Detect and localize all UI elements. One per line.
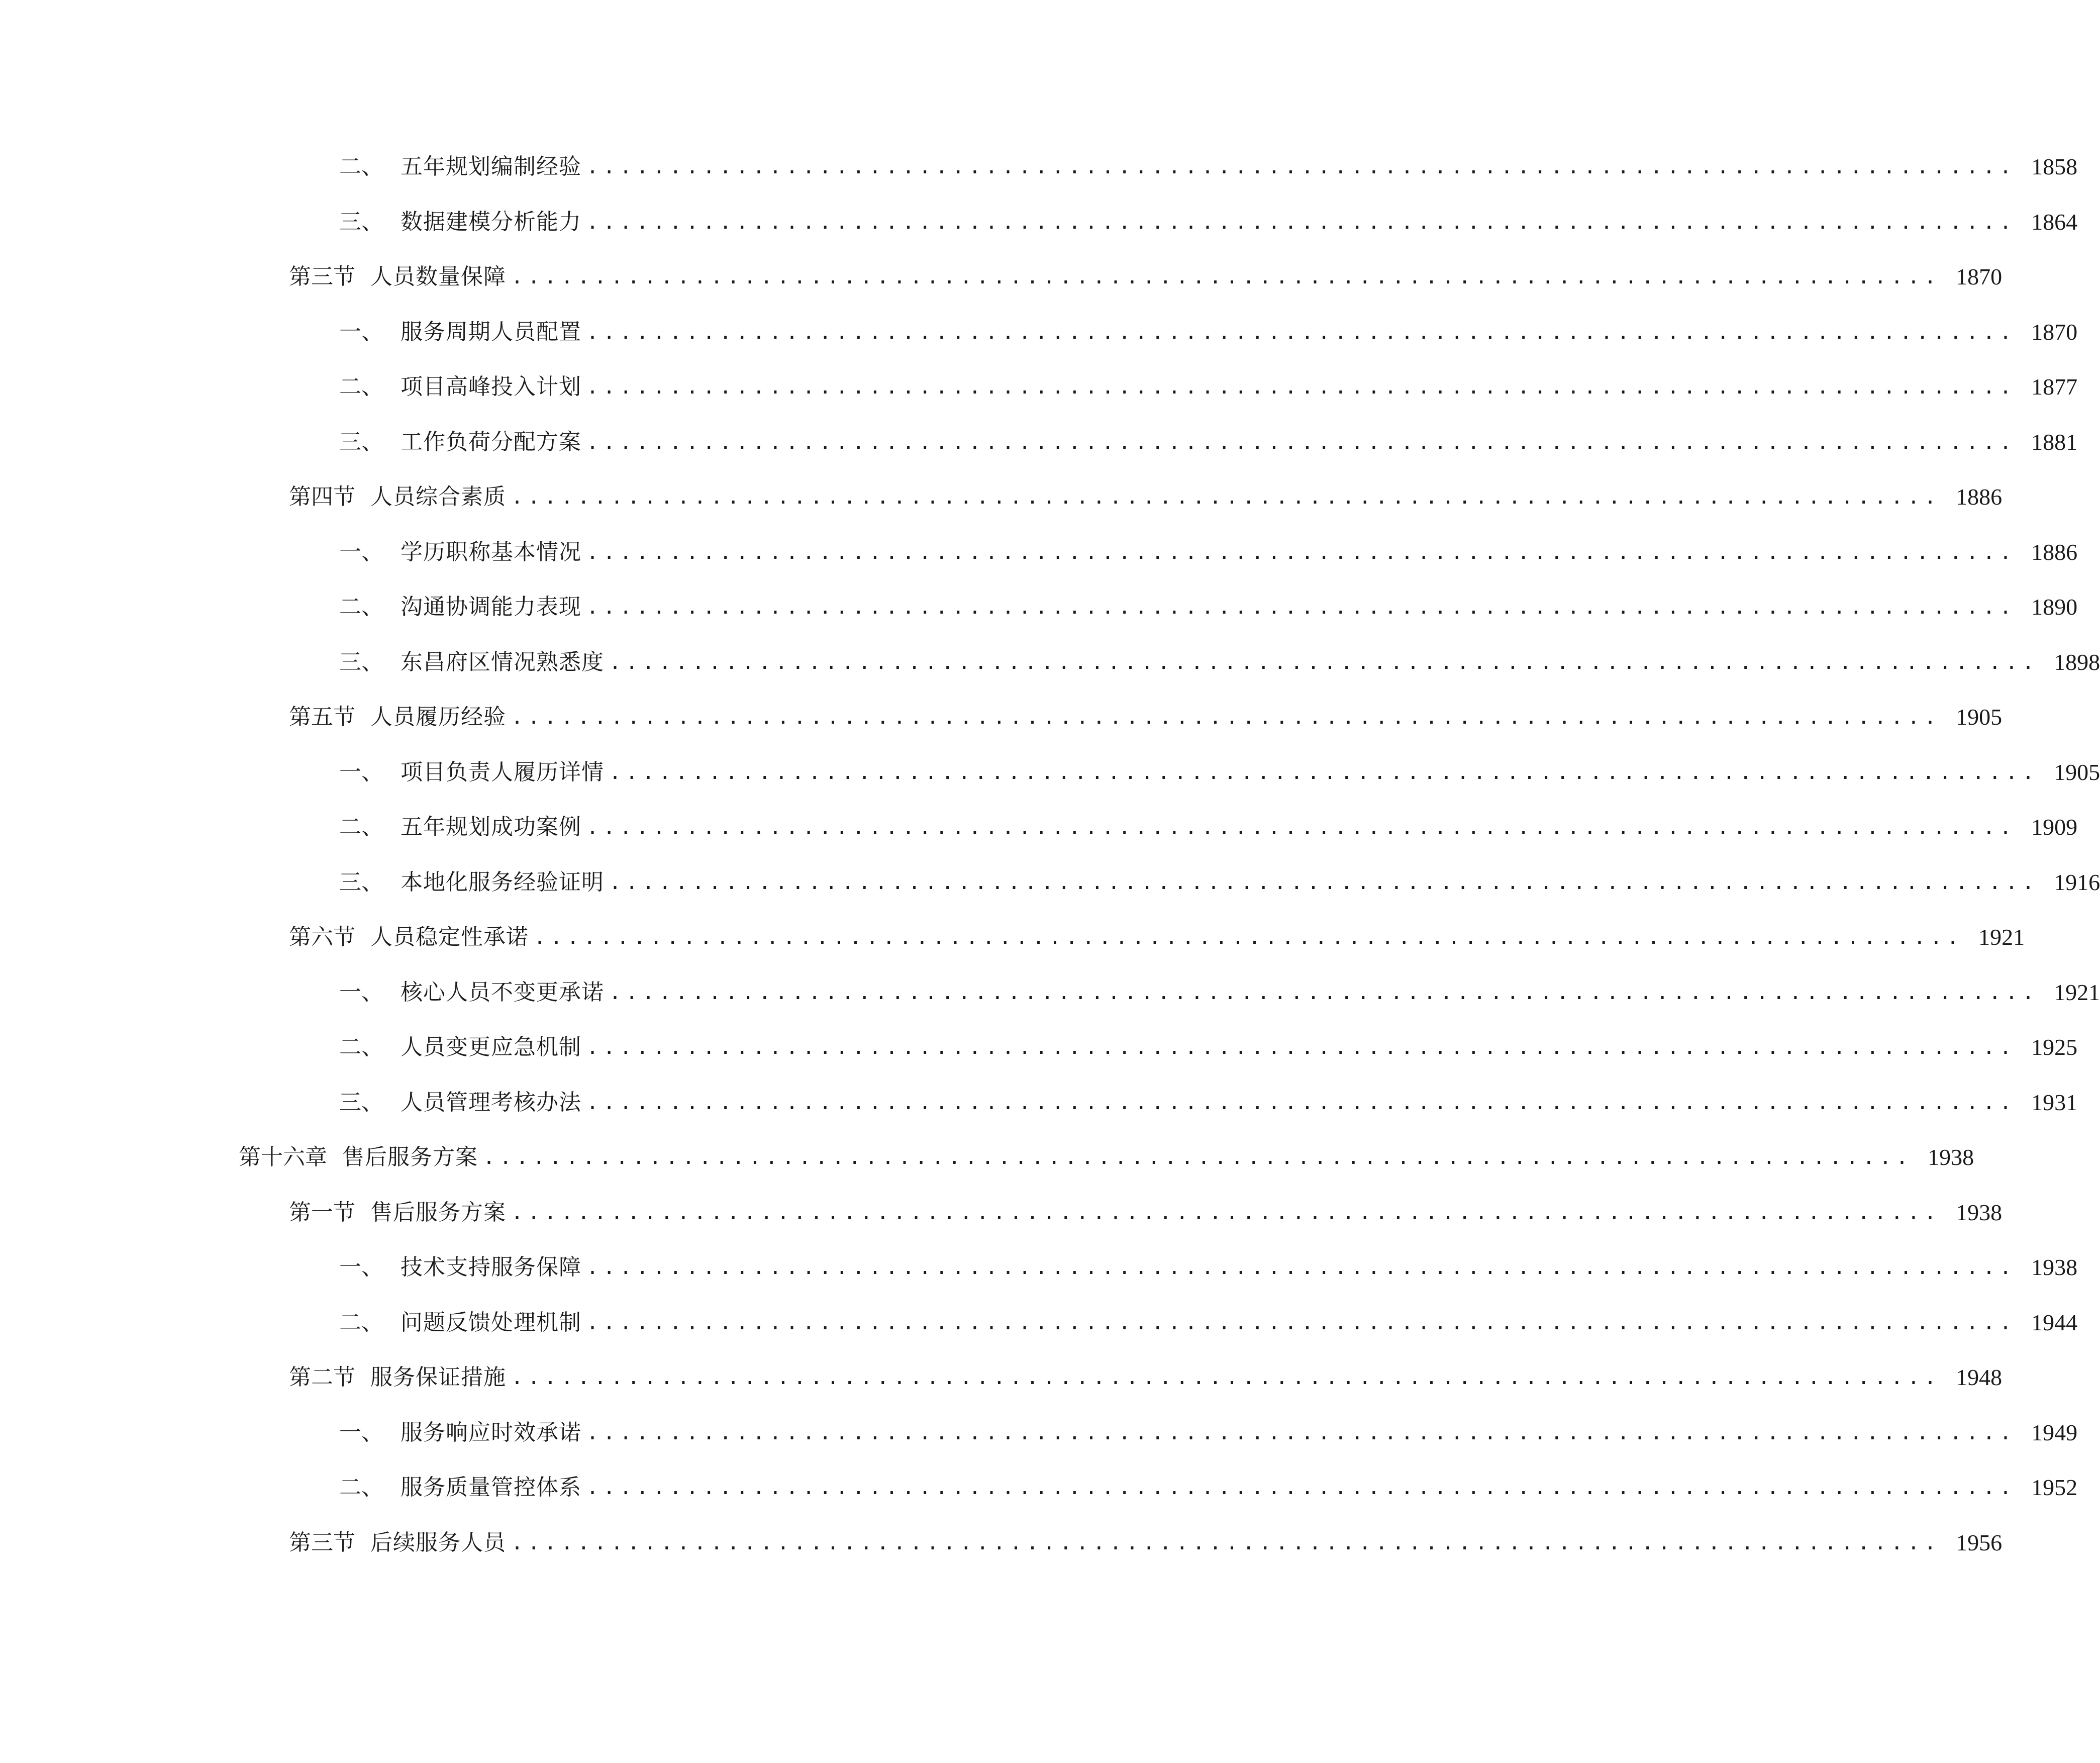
toc-entry-page: 1938 xyxy=(2031,1254,2078,1280)
toc-entry-title: 技术支持服务保障 xyxy=(401,1254,581,1280)
toc-entry[interactable] xyxy=(339,1083,2078,1123)
toc-entry-page: 1921 xyxy=(1978,924,2025,950)
toc-entry[interactable] xyxy=(339,1027,2078,1067)
dot-leader: ...................................................................................... xyxy=(586,541,2017,564)
toc-entry[interactable] xyxy=(339,1247,2078,1288)
toc-entry-title: 数据建模分析能力 xyxy=(401,209,581,235)
toc-entry-number: 第三节 xyxy=(289,264,355,289)
toc-entry-page: 1921 xyxy=(2054,980,2100,1005)
toc-entry-page: 1931 xyxy=(2031,1090,2078,1115)
toc-entry[interactable] xyxy=(289,1193,2003,1233)
toc-entry-page: 1938 xyxy=(1928,1144,1974,1170)
toc-entry-page: 1916 xyxy=(2054,869,2100,895)
toc-entry[interactable] xyxy=(339,1303,2078,1343)
toc-entry-page: 1905 xyxy=(2054,759,2100,785)
toc-entry-title: 人员管理考核办法 xyxy=(401,1090,581,1115)
toc-entry-number: 一、 xyxy=(339,1254,383,1280)
dot-leader: ...................................................................................... xyxy=(586,375,2017,399)
dot-leader: ...................................................................................... xyxy=(511,485,1941,509)
toc-entry-page: 1870 xyxy=(1956,264,2003,289)
toc-entry-number: 第四节 xyxy=(289,484,355,510)
toc-entry-page: 1881 xyxy=(2031,429,2078,455)
toc-entry-number: 二、 xyxy=(339,594,383,620)
toc-entry-number: 三、 xyxy=(339,649,383,675)
dot-leader: ...................................................................................... xyxy=(586,816,2017,839)
toc-entry-title: 服务保证措施 xyxy=(370,1364,506,1390)
toc-entry-title: 人员稳定性承诺 xyxy=(370,924,529,950)
toc-entry-title: 五年规划编制经验 xyxy=(401,154,581,179)
dot-leader: ...................................................................................... xyxy=(483,1146,1913,1169)
dot-leader: ...................................................................................... xyxy=(511,265,1941,288)
toc-entry[interactable] xyxy=(339,862,2100,903)
toc-entry-number: 三、 xyxy=(339,209,383,235)
toc-entry-title: 学历职称基本情况 xyxy=(401,539,581,565)
dot-leader: ...................................................................................... xyxy=(609,761,2039,784)
toc-entry-title: 人员综合素质 xyxy=(370,484,506,510)
toc-entry-page: 1890 xyxy=(2031,594,2078,620)
toc-entry-title: 后续服务人员 xyxy=(370,1530,506,1555)
toc-entry-title: 本地化服务经验证明 xyxy=(401,869,604,895)
toc-entry[interactable] xyxy=(339,147,2078,187)
dot-leader: ...................................................................................... xyxy=(609,651,2039,674)
dot-leader: ...................................................................................... xyxy=(586,155,2017,178)
toc-entry-page: 1905 xyxy=(1956,704,2003,730)
toc-entry-title: 人员数量保障 xyxy=(370,264,506,289)
dot-leader: ...................................................................................... xyxy=(586,1421,2017,1444)
toc-entry[interactable] xyxy=(339,202,2078,242)
toc-entry-number: 第三节 xyxy=(289,1530,355,1555)
toc-entry[interactable] xyxy=(339,642,2100,682)
dot-leader: ...................................................................................... xyxy=(511,706,1941,729)
dot-leader: ...................................................................................... xyxy=(586,1476,2017,1499)
toc-entry-page: 1886 xyxy=(2031,539,2078,565)
toc-entry-page: 1925 xyxy=(2031,1034,2078,1060)
toc-entry[interactable] xyxy=(289,1523,2003,1563)
toc-entry-number: 第一节 xyxy=(289,1200,355,1225)
dot-leader: ...................................................................................... xyxy=(586,596,2017,619)
toc-entry-number: 第十六章 xyxy=(239,1144,327,1170)
toc-entry-page: 1898 xyxy=(2054,649,2100,675)
dot-leader: ...................................................................................... xyxy=(586,1256,2017,1279)
toc-entry[interactable] xyxy=(339,367,2078,407)
toc-entry-page: 1864 xyxy=(2031,209,2078,235)
toc-entry-number: 三、 xyxy=(339,429,383,455)
toc-entry-number: 第二节 xyxy=(289,1364,355,1390)
toc-entry-title: 服务质量管控体系 xyxy=(401,1475,581,1500)
toc-entry-number: 二、 xyxy=(339,1034,383,1060)
dot-leader: ...................................................................................... xyxy=(609,981,2039,1004)
toc-entry[interactable] xyxy=(339,312,2078,352)
toc-entry-page: 1956 xyxy=(1956,1530,2003,1555)
dot-leader: ...................................................................................... xyxy=(586,1036,2017,1059)
toc-entry[interactable] xyxy=(339,1413,2078,1453)
toc-entry[interactable] xyxy=(339,807,2078,847)
dot-leader: ...................................................................................... xyxy=(586,1091,2017,1114)
toc-entry-title: 核心人员不变更承诺 xyxy=(401,980,604,1005)
toc-entry-title: 售后服务方案 xyxy=(370,1200,506,1225)
toc-entry-page: 1948 xyxy=(1956,1364,2003,1390)
toc-entry-number: 一、 xyxy=(339,759,383,785)
toc-entry-title: 服务响应时效承诺 xyxy=(401,1420,581,1445)
toc-entry-number: 三、 xyxy=(339,869,383,895)
dot-leader: ...................................................................................... xyxy=(586,1311,2017,1334)
toc-entry[interactable] xyxy=(339,422,2078,462)
toc-entry-title: 项目高峰投入计划 xyxy=(401,374,581,400)
dot-leader: ...................................................................................... xyxy=(511,1366,1941,1389)
toc-entry[interactable] xyxy=(339,752,2100,793)
toc-entry[interactable] xyxy=(339,532,2078,572)
toc-entry-title: 东昌府区情况熟悉度 xyxy=(401,649,604,675)
toc-entry-page: 1944 xyxy=(2031,1310,2078,1335)
toc-entry-title: 售后服务方案 xyxy=(342,1144,478,1170)
toc-entry-page: 1938 xyxy=(1956,1200,2003,1225)
toc-entry-page: 1949 xyxy=(2031,1420,2078,1445)
toc-entry-number: 二、 xyxy=(339,154,383,179)
toc-entry-title: 服务周期人员配置 xyxy=(401,319,581,345)
toc-entry-title: 工作负荷分配方案 xyxy=(401,429,581,455)
toc-entry[interactable] xyxy=(289,257,2003,297)
toc-entry-page: 1870 xyxy=(2031,319,2078,345)
dot-leader: ...................................................................................... xyxy=(586,321,2017,344)
toc-entry-number: 一、 xyxy=(339,1420,383,1445)
toc-entry[interactable] xyxy=(289,697,2003,737)
toc-entry-page: 1877 xyxy=(2031,374,2078,400)
dot-leader: ...................................................................................... xyxy=(534,926,1964,949)
dot-leader: ...................................................................................... xyxy=(609,871,2039,894)
toc-entry-page: 1858 xyxy=(2031,154,2078,179)
toc-entry-number: 一、 xyxy=(339,539,383,565)
toc-entry-chapter[interactable] xyxy=(239,1137,1974,1178)
toc-entry-title: 项目负责人履历详情 xyxy=(401,759,604,785)
toc-entry-number: 二、 xyxy=(339,1310,383,1335)
toc-entry[interactable] xyxy=(289,917,2025,957)
toc-entry[interactable] xyxy=(339,972,2100,1013)
toc-entry-number: 三、 xyxy=(339,1090,383,1115)
toc-entry-number: 二、 xyxy=(339,1475,383,1500)
toc-entry-title: 沟通协调能力表现 xyxy=(401,594,581,620)
toc-entry[interactable] xyxy=(289,1357,2003,1398)
toc-entry-number: 一、 xyxy=(339,980,383,1005)
toc-entry-number: 一、 xyxy=(339,319,383,345)
toc-entry-number: 二、 xyxy=(339,374,383,400)
toc-entry-number: 第六节 xyxy=(289,924,355,950)
toc-entry-page: 1886 xyxy=(1956,484,2003,510)
toc-entry[interactable] xyxy=(289,477,2003,517)
toc-entry-page: 1909 xyxy=(2031,814,2078,840)
toc-entry-title: 人员履历经验 xyxy=(370,704,506,730)
toc-entry-title: 问题反馈处理机制 xyxy=(401,1310,581,1335)
dot-leader: ...................................................................................... xyxy=(511,1531,1941,1554)
dot-leader: ...................................................................................... xyxy=(586,431,2017,454)
toc-entry-page: 1952 xyxy=(2031,1475,2078,1500)
toc-entry-number: 二、 xyxy=(339,814,383,840)
toc-entry-number: 第五节 xyxy=(289,704,355,730)
dot-leader: ...................................................................................... xyxy=(586,211,2017,234)
toc-entry[interactable] xyxy=(339,1467,2078,1508)
dot-leader: ...................................................................................... xyxy=(511,1201,1941,1224)
toc-entry[interactable] xyxy=(339,587,2078,627)
toc-entry-title: 人员变更应急机制 xyxy=(401,1034,581,1060)
toc-entry-title: 五年规划成功案例 xyxy=(401,814,581,840)
